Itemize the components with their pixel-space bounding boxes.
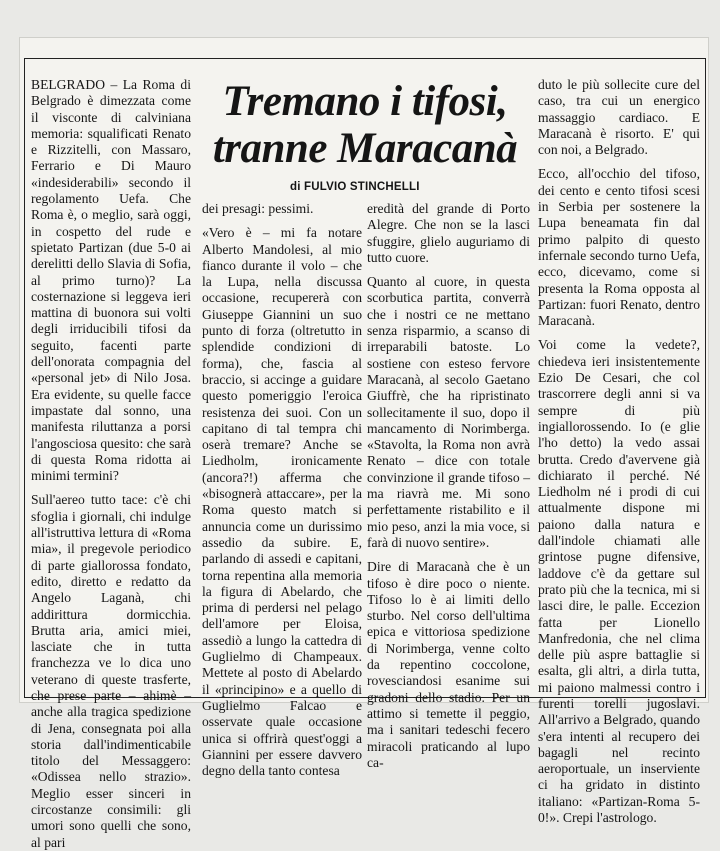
column-1: [31, 77, 191, 850]
column-2: [202, 201, 362, 779]
paragraph: Voi come la vedete?, chiedeva ieri insistentemente Ezio De Cesari, che col trascorrere degli anni si va sempre di più ingiallorossendo. Io (e glie l'ho detto) la vedo assai brutta. Credo d'avervene già dichiarato il perché. Né Liedholm né i prodi di cui attualmente dispone mi paiono dalla natura e dall'indole chiamati alle grintose pugne difensive, laddove c'è da gettare sul prato più che la tecnica, mi si lasci dire, le palle. Eccezion fatta per Lionello Manfredonia, che nel clima delle più aspre battaglie si esalta, gli altri, a dirla tutta, mi paiono malmessi contro i furenti torelli jugoslavi. All'arrivo a Belgrado, quando s'era intenti al recupero dei bagagli nel recinto aeroportuale, un inserviente ci ha gridato in distinto italiano: «Partizan-Roma 5-0!». Crepi l'astrologo.: [538, 337, 700, 826]
paragraph: BELGRADO – La Roma di Belgrado è dimezzata come il visconte di calviniana memoria: squalificati Renato e Rizzitelli, con Massaro, Ferrario e Di Mauro «indesiderabili» secondo il regolamento Uefa. Che Roma è, o meglio, sarà oggi, in cospetto del rude e spietato Partizan (due 5-0 ai derelitti dello Slavia di Sofia, al primo turno)? La costernazione si leggeva ieri mattina di buonora sui volti degli irriducibili tifosi da seguito, facenti parte dell'onorata compagnia del «personal jet» di Nilo Josa. Era evidente, su quelle facce impastate dal sonno, una manifesta riluttanza a porsi l'angosciosa quesito: che sarà di questa Roma ridotta ai minimi termini?: [31, 77, 191, 484]
paragraph: Sull'aereo tutto tace: c'è chi sfoglia i giornali, chi indulge all'istruttiva lettura di «Roma mia», il pregevole periodico di parte giallorossa fondato, edito, diretto e redatto da Angelo Laganà, chi addirittura dormicchia. Brutta aria, amici miei, lasciate che in tutta franchezza ve lo dica uno veterano di queste trasferte, che prese parte – ahimè – anche alla tragica spedizione di Jena, consegnata poi alla storia dall'indimenticabile titolo del Messaggero: «Odissea nello strazio». Meglio esser sinceri in circostanze consimili: gli umori sono quelli che sono, al pari: [31, 492, 191, 850]
column-3: [367, 201, 530, 770]
paragraph: dei presagi: pessimi.: [202, 201, 314, 216]
paragraph: «Vero è – mi fa notare Alberto Mandolesi, al mio fianco durante il volo – che la Lupa, nella discussa occasione, recupererà con Giuseppe Giannini un suo punto di forza (oltretutto in splendide condizioni di forma), che, fascia al braccio, si accinge a guidare questo pomeriggio l'eroica resistenza dei suoi. Con un capitano di tal tempra chi oserà tremare? Anche se Liedholm, ironicamente (ancora?!) afferma che «bisognerà attaccare», per la Roma questo match si annuncia come un durissimo assedio da subire. E, parlando di assedi e capitani, torna repentina alla memoria la figura di Abelardo, che prima di perdersi nel pelago dell'amore per Eloisa, assediò a lungo la cattedra di Guglielmo di Champeaux. Mettete al posto di Abelardo il «principino» e a quello di Guglielmo Falcao e osservate quale occasione unica si offrirà quest'oggi a Giannini per essere davvero degno della tanto contesa: [202, 225, 362, 779]
headline-line-2: tranne Maracanà: [212, 125, 518, 172]
headline-line-1: Tremano i tifosi,: [222, 78, 508, 125]
headline: [196, 78, 534, 172]
paragraph: Dire di Maracanà che è un tifoso è dire poco o niente. Tifoso lo è ai limiti dello sturbo. Nel corso dell'ultima epica e vittoriosa spedizione di Norimberga, venne colto da repentino coccolone, rovesciandosi esanime sui gradoni dello stadio. Per un attimo si temette il peggio, ma i sanitari tedeschi fecero miracoli praticando al lupo ca-: [367, 559, 530, 770]
paragraph: Ecco, all'occhio del tifoso, dei cento e cento tifosi scesi in Serbia per sostenere la Lupa beneamata fin dal primo palpito di questo infernale secondo turno Uefa, ecco, dicevamo, come si presenta la Roma opposta al Partizan: fuori Renato, dentro Maracanà.: [538, 166, 700, 329]
paragraph: duto le più sollecite cure del caso, tra cui un energico massaggio cardiaco. E Maracanà è risorto. E' qui con noi, a Belgrado.: [538, 77, 700, 158]
paragraph: eredità del grande di Porto Alegre. Che non se la lasci sfuggire, glielo auguriamo di tutto cuore.: [367, 201, 530, 265]
column-4: [538, 77, 700, 826]
paragraph: Quanto al cuore, in questa scorbutica partita, converrà che i nostri ce ne mettano senza risparmio, a scanso di irreparabili batoste. Lo sostiene con esteso fervore Maracanà, al secolo Gaetano Giuffrè, che ha ripristinato sollecitamente il suo, dopo il mancamento di Norimberga. «Stavolta, la Roma non avrà Renato – dice con totale convinzione il grande tifoso – ma riavrà me. Mi sono perfettamente ristabilito e il mio peso, anzi la mia voce, si farà di nuovo sentire».: [367, 274, 530, 550]
byline: di FULVIO STINCHELLI: [290, 181, 420, 193]
